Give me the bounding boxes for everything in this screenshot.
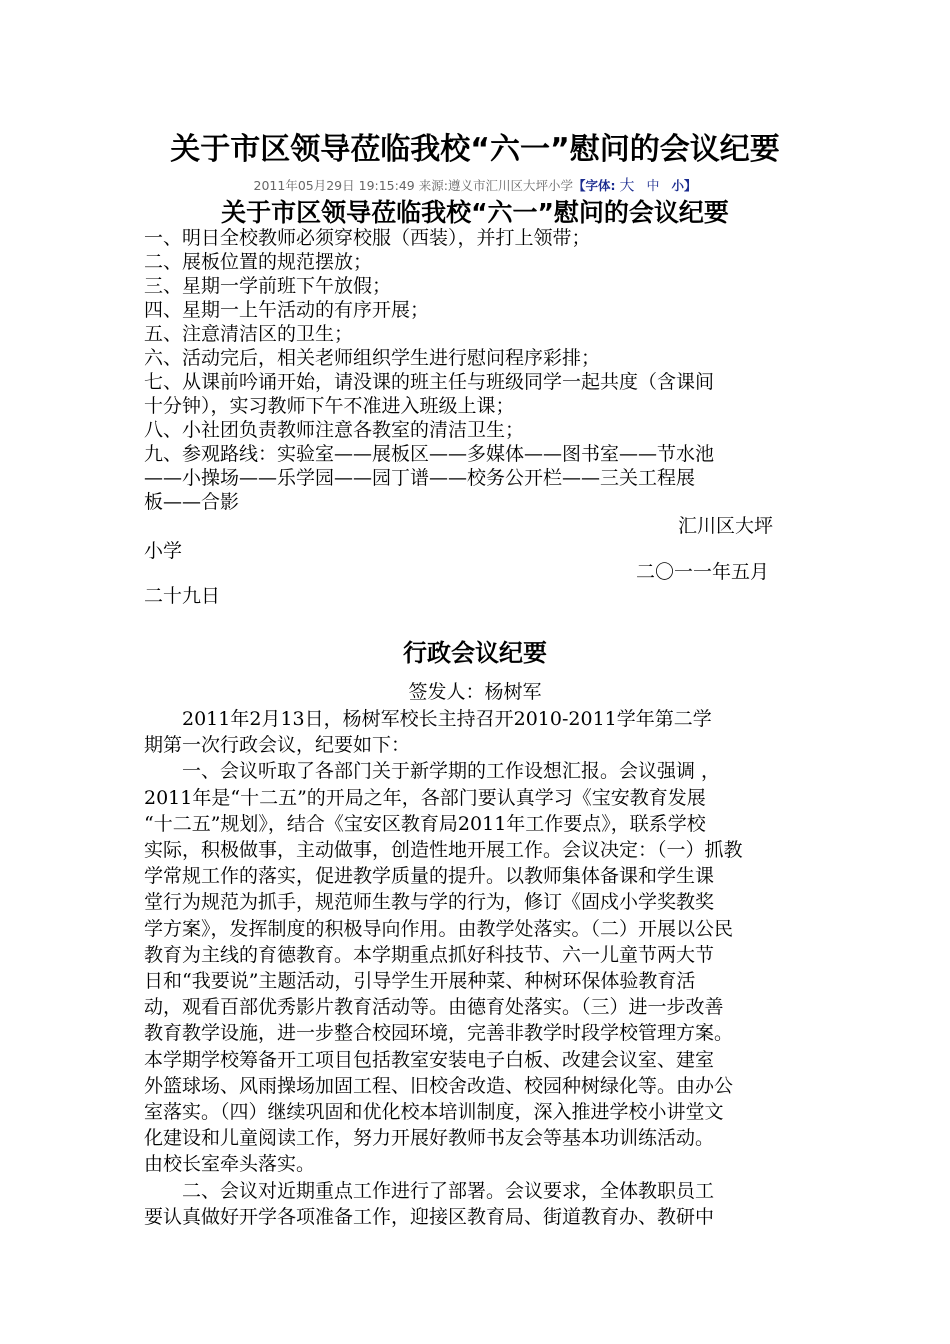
- body-line: 学常规工作的落实，促进教学质量的提升。以教师集体备课和学生课: [144, 865, 715, 888]
- body-line: 教育为主线的育德教育。本学期重点抓好科技节、六一儿童节两大节: [144, 943, 715, 966]
- body-line: 室落实。（四）继续巩固和优化校本培训制度，深入推进学校小讲堂文: [144, 1101, 724, 1124]
- list-item: 七、从课前吟诵开始，请没课的班主任与班级同学一起共度（含课间: [144, 371, 715, 393]
- signature-school-part2: 小学: [144, 540, 183, 562]
- body-line: 要认真做好开学各项准备工作，迎接区教育局、街道教育办、教研中: [144, 1205, 715, 1228]
- section-title: 行政会议纪要: [403, 639, 547, 667]
- body-line: 实际，积极做事，主动做事，创造性地开展工作。会议决定：（一）抓教: [144, 839, 743, 862]
- list-item: 板——合影: [144, 491, 240, 513]
- meeting-minutes-body: [144, 706, 820, 1230]
- issuer-line: 签发人：杨树军: [408, 681, 542, 703]
- minutes-item-list: [144, 226, 814, 514]
- body-line: 堂行为规范为抓手，规范师生教与学的行为，修订《固戍小学奖教奖: [144, 891, 715, 914]
- list-item: 三、星期一学前班下午放假；: [144, 275, 392, 297]
- body-line: 动，观看百部优秀影片教育活动等。由德育处落实。（三）进一步改善: [144, 996, 724, 1019]
- list-item: ——小操场——乐学园——园丁谱——校务公开栏——三关工程展: [144, 467, 696, 489]
- list-item: 五、注意清洁区的卫生；: [144, 323, 354, 345]
- list-item: 一、明日全校教师必须穿校服（西装），并打上领带；: [144, 227, 591, 249]
- body-line: 二、会议对近期重点工作进行了部署。会议要求，全体教职员工: [144, 1179, 715, 1202]
- font-size-label: 【字体:: [572, 178, 616, 193]
- body-line: 一、会议听取了各部门关于新学期的工作设想汇报。会议强调 ，: [144, 760, 721, 783]
- article-meta: [0, 176, 950, 196]
- list-item: 九、参观路线：实验室——展板区——多媒体——图书室——节水池: [144, 443, 715, 465]
- body-line: 化建设和儿童阅读工作，努力开展好教师书友会等基本功训练活动。: [144, 1127, 715, 1150]
- list-item: 八、小社团负责教师注意各教室的清洁卫生；: [144, 419, 525, 441]
- list-item: 六、活动完后，相关老师组织学生进行慰问程序彩排；: [144, 347, 601, 369]
- list-item: 四、星期一上午活动的有序开展；: [144, 299, 430, 321]
- body-line: 2011年2月13日，杨树军校长主持召开2010-2011学年第二学: [144, 708, 712, 730]
- list-item: 二、展板位置的规范摆放；: [144, 251, 373, 273]
- publish-date: 2011年05月29日 19:15:49: [253, 178, 415, 193]
- signature-school-part1: 汇川区大坪: [678, 515, 774, 537]
- font-size-large-link[interactable]: 大: [619, 176, 635, 194]
- font-size-small-link[interactable]: 小】: [671, 178, 697, 193]
- article-source: 来源:遵义市汇川区大坪小学: [418, 178, 573, 193]
- document-title: 关于市区领导莅临我校“六一”慰问的会议纪要: [170, 132, 780, 167]
- body-line: 2011年是“十二五”的开局之年，各部门要认真学习《宝安教育发展: [144, 786, 706, 809]
- body-line: “十二五”规划》，结合《宝安区教育局2011年工作要点》，联系学校: [144, 812, 706, 835]
- signature-date-part1: 二〇一一年五月: [636, 561, 770, 583]
- list-item: 十分钟），实习教师下午不准进入班级上课；: [144, 395, 515, 417]
- font-size-medium-link[interactable]: 中: [646, 179, 660, 194]
- body-line: 教育教学设施，进一步整合校园环境，完善非教学时段学校管理方案。: [144, 1022, 734, 1045]
- signature-date-part2: 二十九日: [144, 585, 221, 607]
- body-line: 由校长室牵头落实。: [144, 1153, 316, 1176]
- minutes-subtitle: 关于市区领导莅临我校“六一”慰问的会议纪要: [221, 198, 729, 227]
- body-line: 学方案》，发挥制度的积极导向作用。由教学处落实。（二）开展以公民: [144, 917, 734, 940]
- body-line: 期第一次行政会议，纪要如下：: [144, 734, 411, 757]
- body-line: 日和“我要说”主题活动，引导学生开展种菜、种树环保体验教育活: [144, 970, 696, 993]
- body-line: 外篮球场、风雨操场加固工程、旧校舍改造、校园种树绿化等。由办公: [144, 1074, 734, 1097]
- body-line: 本学期学校筹备开工项目包括教室安装电子白板、改建会议室、建室: [144, 1048, 715, 1071]
